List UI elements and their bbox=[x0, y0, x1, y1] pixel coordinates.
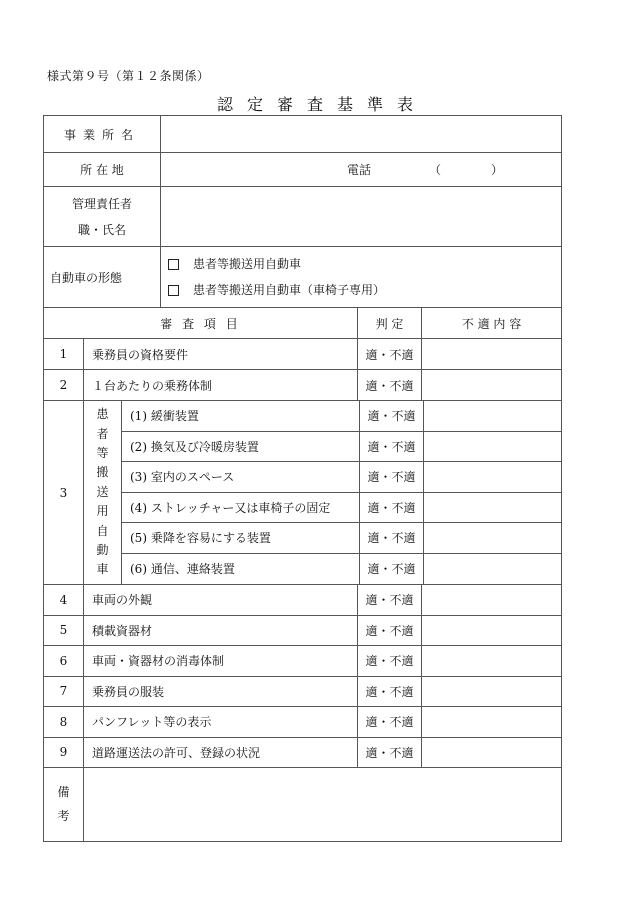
table-row bbox=[44, 646, 561, 677]
vertical-char: 用 bbox=[96, 504, 109, 519]
sub-item-label: (6) 通信、連絡装置 bbox=[130, 562, 235, 577]
vehicle-form-label: 自動車の形態 bbox=[50, 270, 123, 285]
item-label: パンフレット等の表示 bbox=[83, 707, 357, 737]
vertical-char: 等 bbox=[96, 445, 109, 460]
vertical-char: 自 bbox=[96, 523, 109, 538]
judgement-cell[interactable]: 適・不適 bbox=[357, 738, 421, 768]
office-name-label: 事業所名 bbox=[63, 127, 140, 142]
item-number: 7 bbox=[59, 684, 68, 699]
judgement-cell[interactable]: 適・不適 bbox=[359, 554, 423, 585]
nonconformity-cell[interactable] bbox=[421, 707, 561, 737]
table-row bbox=[44, 585, 561, 616]
column-header-nonconformity: 不 適 内 容 bbox=[421, 308, 561, 338]
manager-label-line2: 職・氏名 bbox=[77, 222, 126, 237]
vertical-char: 患 bbox=[96, 407, 109, 422]
table-row bbox=[44, 339, 561, 370]
nonconformity-cell[interactable] bbox=[423, 462, 561, 492]
sub-item-row bbox=[122, 401, 561, 432]
sub-item-label: (4) ストレッチャー又は車椅子の固定 bbox=[130, 500, 331, 515]
nonconformity-cell[interactable] bbox=[421, 585, 561, 615]
form-number: 様式第９号（第１２条関係） bbox=[47, 69, 210, 83]
vertical-char: 者 bbox=[96, 426, 109, 441]
sub-item-row bbox=[122, 523, 561, 554]
nonconformity-cell[interactable] bbox=[421, 677, 561, 707]
nonconformity-cell[interactable] bbox=[421, 646, 561, 676]
office-name-field[interactable] bbox=[160, 116, 561, 152]
sub-item-list bbox=[121, 401, 561, 584]
item-number: 1 bbox=[59, 347, 68, 361]
phone-paren-close: ） bbox=[491, 163, 504, 177]
item-number: 8 bbox=[59, 714, 68, 729]
sub-item-row bbox=[122, 493, 561, 524]
item-number: 4 bbox=[59, 592, 68, 607]
judgement-cell[interactable]: 適・不適 bbox=[359, 523, 423, 553]
item-label: 車両の外観 bbox=[83, 585, 357, 615]
page-title: 認定審査基準表 bbox=[216, 95, 427, 114]
judgement-cell[interactable]: 適・不適 bbox=[359, 401, 423, 431]
sub-item-row bbox=[122, 462, 561, 493]
judgement-cell[interactable]: 適・不適 bbox=[357, 339, 421, 369]
vehicle-form-row bbox=[44, 247, 561, 308]
vertical-char: 車 bbox=[96, 562, 109, 577]
table-row bbox=[44, 677, 561, 708]
item-group-vehicle bbox=[44, 401, 561, 585]
judgement-cell[interactable]: 適・不適 bbox=[359, 493, 423, 523]
manager-row bbox=[44, 187, 561, 247]
table-row bbox=[44, 370, 561, 401]
sub-item-row bbox=[122, 432, 561, 463]
office-name-row bbox=[44, 116, 561, 153]
vehicle-form-options bbox=[160, 247, 561, 307]
remarks-char: 備 bbox=[57, 785, 70, 799]
column-header-judgement: 判 定 bbox=[357, 308, 421, 338]
table-row bbox=[44, 616, 561, 647]
address-label: 所 在 地 bbox=[80, 163, 124, 177]
nonconformity-cell[interactable] bbox=[421, 370, 561, 400]
table-row bbox=[44, 738, 561, 769]
nonconformity-cell[interactable] bbox=[421, 339, 561, 369]
manager-label-line1: 管理責任者 bbox=[71, 196, 132, 211]
manager-field[interactable] bbox=[160, 187, 561, 246]
item-number: 9 bbox=[59, 745, 68, 760]
nonconformity-cell[interactable] bbox=[423, 493, 561, 523]
nonconformity-cell[interactable] bbox=[423, 401, 561, 431]
remarks-field[interactable] bbox=[83, 768, 561, 841]
nonconformity-cell[interactable] bbox=[423, 432, 561, 462]
address-field[interactable] bbox=[160, 153, 561, 186]
judgement-cell[interactable]: 適・不適 bbox=[357, 646, 421, 676]
judgement-cell[interactable]: 適・不適 bbox=[357, 370, 421, 400]
table-row bbox=[44, 707, 561, 738]
judgement-cell[interactable]: 適・不適 bbox=[357, 616, 421, 646]
item-label: 乗務員の服装 bbox=[83, 677, 357, 707]
vehicle-option-wheelchair[interactable] bbox=[161, 277, 385, 303]
item-label: 積載資器材 bbox=[83, 616, 357, 646]
sub-item-row bbox=[122, 554, 561, 585]
phone-label: 電話 bbox=[347, 163, 372, 177]
nonconformity-cell[interactable] bbox=[421, 738, 561, 768]
judgement-cell[interactable]: 適・不適 bbox=[357, 677, 421, 707]
remarks-label bbox=[44, 768, 83, 841]
vertical-char: 動 bbox=[96, 543, 109, 558]
sub-item-label: (2) 換気及び冷暖房装置 bbox=[130, 439, 259, 454]
group-vertical-label bbox=[83, 401, 121, 584]
judgement-cell[interactable]: 適・不適 bbox=[357, 707, 421, 737]
item-label: 道路運送法の許可、登録の状況 bbox=[83, 738, 357, 768]
checkbox-icon[interactable] bbox=[168, 285, 179, 296]
nonconformity-cell[interactable] bbox=[421, 616, 561, 646]
vehicle-option-label: 患者等搬送用自動車（車椅子専用） bbox=[193, 283, 386, 297]
item-number: 5 bbox=[59, 623, 68, 638]
judgement-cell[interactable]: 適・不適 bbox=[357, 585, 421, 615]
column-header-item: 審 査 項 目 bbox=[160, 316, 241, 331]
review-criteria-table bbox=[43, 115, 562, 842]
column-header-row bbox=[44, 308, 561, 339]
nonconformity-cell[interactable] bbox=[423, 554, 561, 585]
sub-item-label: (5) 乗降を容易にする装置 bbox=[130, 531, 271, 546]
phone-paren-open: （ bbox=[429, 163, 442, 177]
item-number: 3 bbox=[59, 485, 68, 500]
item-label: 車両・資器材の消毒体制 bbox=[83, 646, 357, 676]
vertical-char: 送 bbox=[96, 484, 109, 499]
vertical-char: 搬 bbox=[96, 465, 109, 480]
item-label: 乗務員の資格要件 bbox=[83, 339, 357, 369]
remarks-row bbox=[44, 768, 561, 841]
sub-item-label: (3) 室内のスペース bbox=[130, 470, 235, 485]
sub-item-label: (1) 緩衝装置 bbox=[130, 409, 199, 424]
vehicle-option-label: 患者等搬送用自動車 bbox=[193, 257, 302, 271]
item-label: １台あたりの乗務体制 bbox=[83, 370, 357, 400]
remarks-char: 考 bbox=[57, 809, 70, 823]
checkbox-icon[interactable] bbox=[168, 259, 179, 270]
manager-label bbox=[44, 187, 160, 246]
vehicle-option-standard[interactable] bbox=[161, 251, 301, 277]
judgement-cell[interactable]: 適・不適 bbox=[359, 462, 423, 492]
item-number: 2 bbox=[59, 378, 68, 392]
item-number: 6 bbox=[59, 653, 68, 668]
address-row bbox=[44, 153, 561, 187]
nonconformity-cell[interactable] bbox=[423, 523, 561, 553]
judgement-cell[interactable]: 適・不適 bbox=[359, 432, 423, 462]
